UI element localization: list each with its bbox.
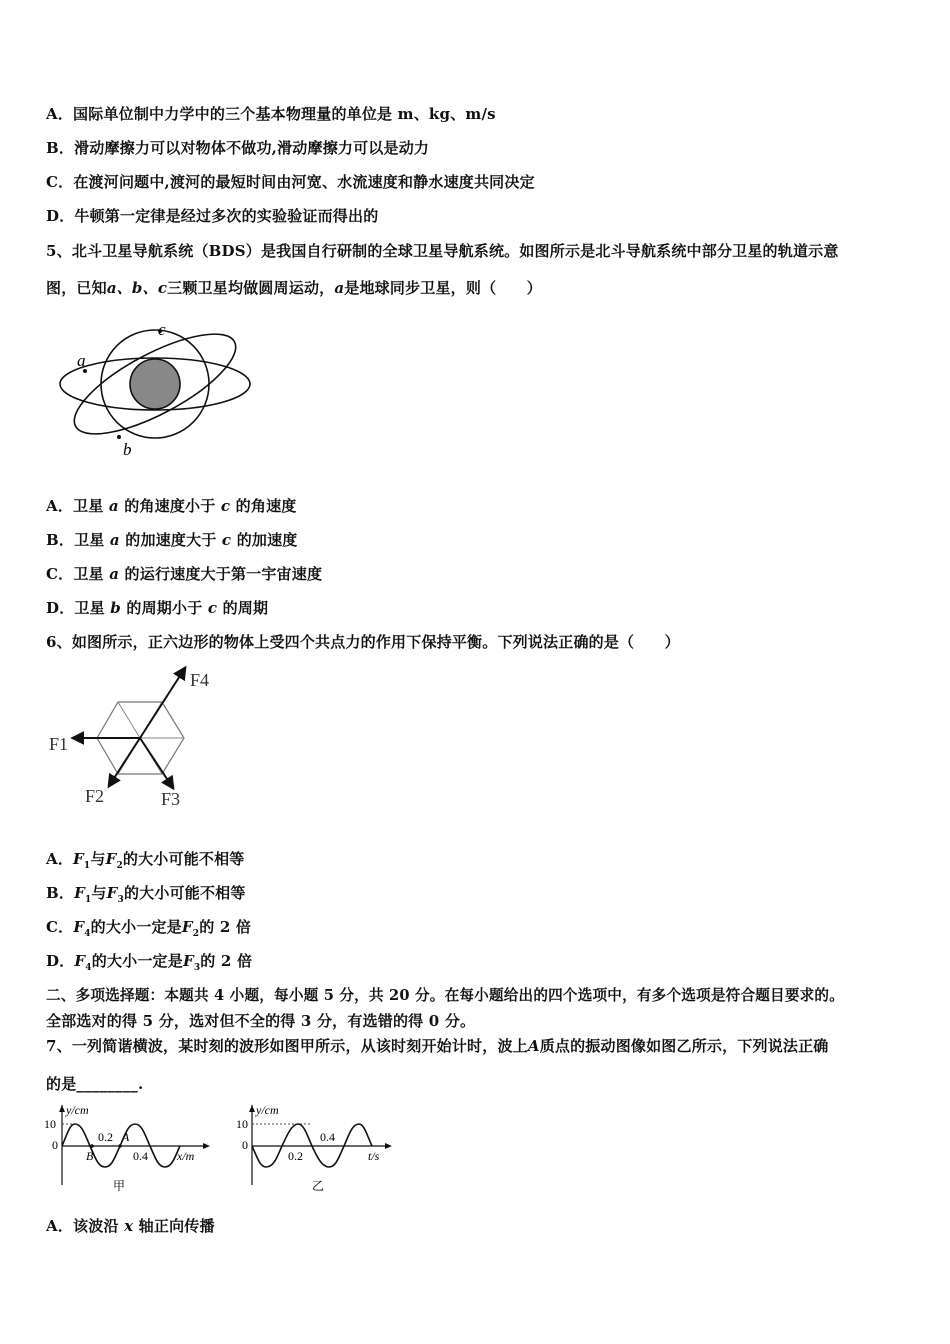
label-f3: F3	[161, 789, 181, 809]
q7-stem-line1: 7、一列简谐横波，某时刻的波形如图甲所示，从该时刻开始计时，波上A质点的振动图像如图乙所示，下列说法正确	[46, 1037, 829, 1055]
wave-figure-jia	[40, 1100, 215, 1195]
q4-option-c: C．在渡河问题中,渡河的最短时间由河宽、水流速度和静水速度共同决定	[46, 173, 535, 191]
svg-text:x/m: x/m	[177, 1149, 195, 1163]
hexagon-force-figure	[45, 662, 225, 812]
label-a: a	[77, 351, 86, 370]
svg-text:0.2: 0.2	[98, 1130, 113, 1144]
label-f1: F1	[49, 734, 69, 754]
label-b: b	[123, 440, 132, 459]
vibration-figure-yi	[232, 1100, 397, 1195]
q5-option-b: B．卫星 a 的加速度大于 c 的加速度	[46, 531, 298, 549]
force-f2	[109, 738, 140, 786]
svg-text:10: 10	[236, 1117, 248, 1131]
svg-text:y/cm: y/cm	[256, 1103, 279, 1117]
label-f2: F2	[85, 786, 105, 806]
satellite-orbit-figure	[55, 318, 265, 463]
svg-text:y/cm: y/cm	[66, 1103, 89, 1117]
label-f4: F4	[190, 670, 210, 690]
svg-text:10: 10	[44, 1117, 56, 1131]
q4-option-d: D．牛顿第一定律是经过多次的实验验证而得出的	[46, 207, 379, 225]
svg-text:0: 0	[52, 1138, 58, 1152]
q6-option-a: A．$F_1$与$F_2$的大小可能不相等	[46, 850, 245, 871]
svg-text:0.2: 0.2	[288, 1149, 303, 1163]
point-b	[90, 1144, 94, 1148]
svg-text:B: B	[86, 1149, 94, 1163]
svg-text:A: A	[122, 1130, 130, 1144]
satellite-b	[117, 435, 121, 439]
section2-heading-line1: 二、多项选择题：本题共 4 小题，每小题 5 分，共 20 分。在每小题给出的四个选项中，有多个选项是符合题目要求的。	[46, 987, 844, 1004]
point-a	[118, 1144, 122, 1148]
section2-heading-line2: 全部选对的得 5 分，选对但不全的得 3 分，有选错的得 0 分。	[46, 1012, 476, 1030]
q5-stem-line1: 5、北斗卫星导航系统（BDS）是我国自行研制的全球卫星导航系统。如图所示是北斗导航系统中部分卫星的轨道示意	[46, 242, 839, 260]
q6-option-c: C．$F_4$的大小一定是$F_2$的 2 倍	[46, 918, 252, 939]
svg-text:甲: 甲	[113, 1179, 126, 1193]
q4-option-a: A．国际单位制中力学中的三个基本物理量的单位是 m、kg、m/s	[46, 105, 496, 123]
q4-option-b: B．滑动摩擦力可以对物体不做功,滑动摩擦力可以是动力	[46, 139, 430, 157]
q7-stem-line2: 的是________.	[46, 1075, 144, 1093]
svg-text:0.4: 0.4	[320, 1130, 335, 1144]
svg-text:t/s: t/s	[368, 1149, 380, 1163]
q5-stem-line2: 图，已知a、b、c三颗卫星均做圆周运动，a是地球同步卫星，则（ ）	[46, 279, 542, 297]
svg-text:0.4: 0.4	[133, 1149, 148, 1163]
q6-option-d: D．$F_4$的大小一定是$F_3$的 2 倍	[46, 952, 253, 973]
q7-option-a: A．该波沿 x 轴正向传播	[46, 1217, 215, 1235]
earth	[130, 359, 180, 409]
q5-option-a: A．卫星 a 的角速度小于 c 的角速度	[46, 497, 297, 515]
q5-option-c: C．卫星 a 的运行速度大于第一宇宙速度	[46, 565, 323, 583]
svg-text:乙: 乙	[312, 1179, 325, 1193]
label-c: c	[158, 320, 166, 339]
q6-option-b: B．$F_1$与$F_3$的大小可能不相等	[46, 884, 246, 905]
q6-stem: 6、如图所示，正六边形的物体上受四个共点力的作用下保持平衡。下列说法正确的是（ ）	[46, 633, 680, 651]
q5-option-d: D．卫星 b 的周期小于 c 的周期	[46, 599, 269, 617]
svg-text:0: 0	[242, 1138, 248, 1152]
